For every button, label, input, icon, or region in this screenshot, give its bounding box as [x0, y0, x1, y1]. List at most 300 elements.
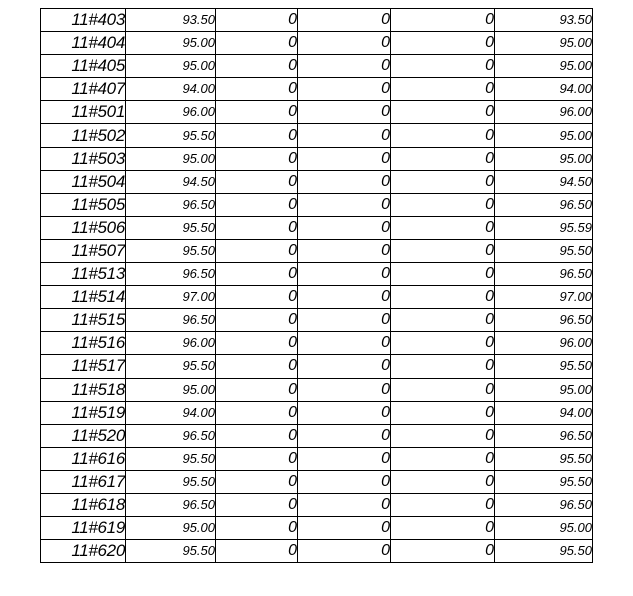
score-cell-text: 96.00	[182, 335, 215, 351]
room-id-cell-text: 11#513	[71, 264, 125, 284]
score-cell[interactable]	[126, 263, 216, 286]
score-cell[interactable]	[126, 493, 216, 516]
room-id-cell-text: 11#618	[71, 495, 125, 515]
deduction-cell-2-text: 0	[381, 149, 390, 167]
deduction-cell-1-text: 0	[288, 311, 297, 329]
total-cell-text: 95.50	[559, 473, 592, 489]
deduction-cell-3[interactable]	[391, 332, 495, 355]
room-id-cell-text: 11#517	[71, 356, 125, 376]
score-cell-text: 96.50	[182, 497, 215, 513]
deduction-cell-3-text: 0	[485, 542, 494, 560]
total-cell[interactable]	[495, 286, 593, 309]
room-id-cell-text: 11#405	[71, 56, 125, 76]
room-id-cell-text: 11#514	[71, 287, 125, 307]
deduction-cell-2[interactable]	[298, 239, 391, 262]
table-row	[41, 101, 593, 124]
deduction-cell-2-text: 0	[381, 357, 390, 375]
deduction-cell-3-text: 0	[485, 334, 494, 352]
table-row	[41, 332, 593, 355]
score-cell-text: 97.00	[182, 289, 215, 305]
deduction-cell-2-text: 0	[381, 241, 390, 259]
total-cell-text: 96.50	[559, 497, 592, 513]
score-cell-text: 95.50	[182, 450, 215, 466]
score-cell-text: 93.50	[182, 12, 215, 28]
deduction-cell-2[interactable]	[298, 355, 391, 378]
room-id-cell-text: 11#404	[71, 33, 125, 53]
table-row	[41, 9, 593, 32]
deduction-cell-2-text: 0	[381, 103, 390, 121]
deduction-cell-1[interactable]	[216, 170, 298, 193]
score-cell-text: 95.50	[182, 127, 215, 143]
total-cell-text: 95.50	[559, 358, 592, 374]
deduction-cell-1-text: 0	[288, 57, 297, 75]
deduction-cell-2[interactable]	[298, 32, 391, 55]
deduction-cell-3-text: 0	[485, 149, 494, 167]
total-cell[interactable]	[495, 193, 593, 216]
table-row	[41, 216, 593, 239]
deduction-cell-1-text: 0	[288, 265, 297, 283]
score-cell[interactable]	[126, 124, 216, 147]
total-cell-text: 94.00	[559, 81, 592, 97]
score-cell-text: 94.00	[182, 81, 215, 97]
deduction-cell-2-text: 0	[381, 195, 390, 213]
deduction-cell-1[interactable]	[216, 147, 298, 170]
deduction-cell-3-text: 0	[485, 218, 494, 236]
score-cell[interactable]	[126, 286, 216, 309]
room-id-cell-text: 11#520	[71, 425, 125, 445]
deduction-cell-1[interactable]	[216, 378, 298, 401]
deduction-cell-3[interactable]	[391, 55, 495, 78]
total-cell[interactable]	[495, 401, 593, 424]
deduction-cell-1-text: 0	[288, 172, 297, 190]
table-row	[41, 239, 593, 262]
total-cell-text: 95.50	[559, 242, 592, 258]
score-cell[interactable]	[126, 9, 216, 32]
deduction-cell-2-text: 0	[381, 403, 390, 421]
total-cell-text: 95.00	[559, 381, 592, 397]
table-row	[41, 309, 593, 332]
deduction-cell-3[interactable]	[391, 540, 495, 563]
deduction-cell-2-text: 0	[381, 426, 390, 444]
total-cell-text: 97.00	[559, 289, 592, 305]
score-cell[interactable]	[126, 101, 216, 124]
score-cell-text: 95.50	[182, 473, 215, 489]
deduction-cell-1-text: 0	[288, 472, 297, 490]
deduction-cell-3-text: 0	[485, 57, 494, 75]
deduction-cell-3-text: 0	[485, 426, 494, 444]
deduction-cell-2-text: 0	[381, 57, 390, 75]
deduction-cell-1[interactable]	[216, 470, 298, 493]
total-cell-text: 96.50	[559, 196, 592, 212]
table-row	[41, 170, 593, 193]
score-cell[interactable]	[126, 447, 216, 470]
room-id-cell[interactable]	[41, 355, 126, 378]
score-table-body	[41, 9, 593, 563]
table-row	[41, 78, 593, 101]
score-cell-text: 94.00	[182, 404, 215, 420]
table-row	[41, 424, 593, 447]
room-id-cell[interactable]	[41, 517, 126, 540]
score-cell-text: 96.50	[182, 266, 215, 282]
room-id-cell-text: 11#503	[71, 148, 125, 168]
table-row	[41, 147, 593, 170]
deduction-cell-2-text: 0	[381, 288, 390, 306]
room-id-cell-text: 11#407	[71, 79, 125, 99]
deduction-cell-1-text: 0	[288, 542, 297, 560]
room-id-cell[interactable]	[41, 401, 126, 424]
table-row	[41, 355, 593, 378]
table-row	[41, 32, 593, 55]
deduction-cell-1-text: 0	[288, 241, 297, 259]
room-id-cell[interactable]	[41, 101, 126, 124]
table-row	[41, 286, 593, 309]
deduction-cell-2-text: 0	[381, 126, 390, 144]
score-cell[interactable]	[126, 424, 216, 447]
deduction-cell-1[interactable]	[216, 493, 298, 516]
deduction-cell-2[interactable]	[298, 332, 391, 355]
deduction-cell-2[interactable]	[298, 378, 391, 401]
deduction-cell-1[interactable]	[216, 540, 298, 563]
deduction-cell-1[interactable]	[216, 78, 298, 101]
deduction-cell-1[interactable]	[216, 447, 298, 470]
total-cell[interactable]	[495, 147, 593, 170]
deduction-cell-3-text: 0	[485, 357, 494, 375]
score-cell[interactable]	[126, 216, 216, 239]
score-cell[interactable]	[126, 517, 216, 540]
room-id-cell-text: 11#505	[71, 194, 125, 214]
deduction-cell-2[interactable]	[298, 9, 391, 32]
room-id-cell-text: 11#504	[71, 171, 125, 191]
room-id-cell[interactable]	[41, 263, 126, 286]
total-cell[interactable]	[495, 447, 593, 470]
deduction-cell-1-text: 0	[288, 357, 297, 375]
room-id-cell[interactable]	[41, 239, 126, 262]
deduction-cell-2[interactable]	[298, 493, 391, 516]
deduction-cell-3[interactable]	[391, 101, 495, 124]
deduction-cell-3-text: 0	[485, 172, 494, 190]
deduction-cell-3[interactable]	[391, 78, 495, 101]
deduction-cell-2[interactable]	[298, 401, 391, 424]
score-cell[interactable]	[126, 147, 216, 170]
total-cell-text: 96.50	[559, 312, 592, 328]
room-id-cell[interactable]	[41, 378, 126, 401]
room-id-cell[interactable]	[41, 55, 126, 78]
deduction-cell-1-text: 0	[288, 80, 297, 98]
total-cell-text: 95.00	[559, 35, 592, 51]
score-cell-text: 95.00	[182, 58, 215, 74]
score-cell-text: 95.00	[182, 150, 215, 166]
table-row	[41, 263, 593, 286]
total-cell[interactable]	[495, 32, 593, 55]
score-cell[interactable]	[126, 309, 216, 332]
room-id-cell-text: 11#403	[71, 10, 125, 30]
room-id-cell[interactable]	[41, 124, 126, 147]
deduction-cell-1[interactable]	[216, 9, 298, 32]
deduction-cell-3[interactable]	[391, 193, 495, 216]
score-cell[interactable]	[126, 401, 216, 424]
total-cell-text: 94.00	[559, 404, 592, 420]
table-row	[41, 447, 593, 470]
room-id-cell-text: 11#515	[71, 310, 125, 330]
deduction-cell-3[interactable]	[391, 401, 495, 424]
score-cell[interactable]	[126, 355, 216, 378]
deduction-cell-1[interactable]	[216, 286, 298, 309]
deduction-cell-1[interactable]	[216, 193, 298, 216]
deduction-cell-2-text: 0	[381, 380, 390, 398]
deduction-cell-1[interactable]	[216, 239, 298, 262]
deduction-cell-3-text: 0	[485, 496, 494, 514]
deduction-cell-1-text: 0	[288, 195, 297, 213]
deduction-cell-3-text: 0	[485, 380, 494, 398]
deduction-cell-3[interactable]	[391, 378, 495, 401]
total-cell-text: 95.00	[559, 150, 592, 166]
total-cell[interactable]	[495, 424, 593, 447]
deduction-cell-3-text: 0	[485, 80, 494, 98]
deduction-cell-2-text: 0	[381, 80, 390, 98]
room-id-cell[interactable]	[41, 493, 126, 516]
deduction-cell-3[interactable]	[391, 493, 495, 516]
deduction-cell-2-text: 0	[381, 334, 390, 352]
deduction-cell-3[interactable]	[391, 309, 495, 332]
score-cell[interactable]	[126, 170, 216, 193]
deduction-cell-1-text: 0	[288, 380, 297, 398]
deduction-cell-1-text: 0	[288, 426, 297, 444]
score-cell[interactable]	[126, 32, 216, 55]
deduction-cell-3[interactable]	[391, 32, 495, 55]
room-id-cell-text: 11#518	[71, 379, 125, 399]
score-sheet	[40, 8, 592, 563]
deduction-cell-3-text: 0	[485, 472, 494, 490]
deduction-cell-3[interactable]	[391, 239, 495, 262]
table-row	[41, 193, 593, 216]
deduction-cell-3[interactable]	[391, 124, 495, 147]
deduction-cell-2-text: 0	[381, 34, 390, 52]
room-id-cell[interactable]	[41, 32, 126, 55]
total-cell[interactable]	[495, 263, 593, 286]
deduction-cell-1[interactable]	[216, 517, 298, 540]
deduction-cell-3[interactable]	[391, 470, 495, 493]
deduction-cell-2[interactable]	[298, 424, 391, 447]
score-cell-text: 95.50	[182, 219, 215, 235]
deduction-cell-2[interactable]	[298, 286, 391, 309]
deduction-cell-1[interactable]	[216, 263, 298, 286]
score-cell-text: 94.50	[182, 173, 215, 189]
deduction-cell-3-text: 0	[485, 103, 494, 121]
room-id-cell[interactable]	[41, 9, 126, 32]
total-cell-text: 96.00	[559, 104, 592, 120]
deduction-cell-2[interactable]	[298, 216, 391, 239]
deduction-cell-2[interactable]	[298, 78, 391, 101]
score-cell[interactable]	[126, 193, 216, 216]
deduction-cell-2-text: 0	[381, 542, 390, 560]
deduction-cell-3[interactable]	[391, 517, 495, 540]
total-cell[interactable]	[495, 309, 593, 332]
deduction-cell-2[interactable]	[298, 447, 391, 470]
deduction-cell-3-text: 0	[485, 288, 494, 306]
total-cell[interactable]	[495, 9, 593, 32]
deduction-cell-2[interactable]	[298, 101, 391, 124]
score-cell[interactable]	[126, 239, 216, 262]
deduction-cell-2[interactable]	[298, 170, 391, 193]
deduction-cell-1[interactable]	[216, 332, 298, 355]
deduction-cell-3[interactable]	[391, 216, 495, 239]
score-cell-text: 96.50	[182, 312, 215, 328]
deduction-cell-3-text: 0	[485, 519, 494, 537]
total-cell[interactable]	[495, 55, 593, 78]
deduction-cell-2-text: 0	[381, 172, 390, 190]
room-id-cell[interactable]	[41, 147, 126, 170]
total-cell-text: 96.50	[559, 427, 592, 443]
total-cell-text: 95.50	[559, 543, 592, 559]
deduction-cell-2[interactable]	[298, 55, 391, 78]
total-cell-text: 95.50	[559, 450, 592, 466]
deduction-cell-2-text: 0	[381, 265, 390, 283]
room-id-cell-text: 11#519	[71, 402, 125, 422]
deduction-cell-3[interactable]	[391, 447, 495, 470]
room-id-cell[interactable]	[41, 286, 126, 309]
deduction-cell-2[interactable]	[298, 193, 391, 216]
deduction-cell-2[interactable]	[298, 147, 391, 170]
deduction-cell-1-text: 0	[288, 218, 297, 236]
total-cell-text: 96.50	[559, 266, 592, 282]
total-cell-text: 96.00	[559, 335, 592, 351]
deduction-cell-1-text: 0	[288, 496, 297, 514]
deduction-cell-1[interactable]	[216, 401, 298, 424]
deduction-cell-1-text: 0	[288, 11, 297, 29]
total-cell[interactable]	[495, 332, 593, 355]
deduction-cell-1-text: 0	[288, 103, 297, 121]
deduction-cell-3[interactable]	[391, 286, 495, 309]
room-id-cell[interactable]	[41, 78, 126, 101]
table-row	[41, 470, 593, 493]
deduction-cell-3-text: 0	[485, 449, 494, 467]
deduction-cell-2[interactable]	[298, 517, 391, 540]
deduction-cell-3-text: 0	[485, 241, 494, 259]
table-row	[41, 493, 593, 516]
deduction-cell-1[interactable]	[216, 101, 298, 124]
score-cell[interactable]	[126, 540, 216, 563]
deduction-cell-1[interactable]	[216, 55, 298, 78]
room-id-cell-text: 11#507	[71, 240, 125, 260]
deduction-cell-2[interactable]	[298, 124, 391, 147]
total-cell[interactable]	[495, 239, 593, 262]
total-cell-text: 95.00	[559, 127, 592, 143]
deduction-cell-3-text: 0	[485, 34, 494, 52]
total-cell[interactable]	[495, 470, 593, 493]
total-cell[interactable]	[495, 216, 593, 239]
total-cell[interactable]	[495, 170, 593, 193]
deduction-cell-1-text: 0	[288, 126, 297, 144]
room-id-cell[interactable]	[41, 170, 126, 193]
score-cell[interactable]	[126, 378, 216, 401]
deduction-cell-3[interactable]	[391, 9, 495, 32]
score-cell[interactable]	[126, 55, 216, 78]
deduction-cell-3[interactable]	[391, 424, 495, 447]
room-id-cell-text: 11#616	[71, 448, 125, 468]
deduction-cell-2-text: 0	[381, 218, 390, 236]
deduction-cell-2[interactable]	[298, 309, 391, 332]
room-id-cell[interactable]	[41, 540, 126, 563]
total-cell[interactable]	[495, 124, 593, 147]
total-cell[interactable]	[495, 517, 593, 540]
deduction-cell-3-text: 0	[485, 403, 494, 421]
table-row	[41, 124, 593, 147]
deduction-cell-3-text: 0	[485, 311, 494, 329]
deduction-cell-3-text: 0	[485, 126, 494, 144]
room-id-cell[interactable]	[41, 470, 126, 493]
total-cell[interactable]	[495, 355, 593, 378]
deduction-cell-1[interactable]	[216, 424, 298, 447]
deduction-cell-1[interactable]	[216, 124, 298, 147]
deduction-cell-1-text: 0	[288, 403, 297, 421]
score-cell-text: 95.50	[182, 242, 215, 258]
deduction-cell-3[interactable]	[391, 170, 495, 193]
table-row	[41, 55, 593, 78]
deduction-cell-1[interactable]	[216, 32, 298, 55]
table-row	[41, 540, 593, 563]
room-id-cell[interactable]	[41, 193, 126, 216]
deduction-cell-3-text: 0	[485, 265, 494, 283]
score-cell[interactable]	[126, 332, 216, 355]
total-cell-text: 95.00	[559, 58, 592, 74]
deduction-cell-1[interactable]	[216, 355, 298, 378]
score-cell-text: 96.50	[182, 196, 215, 212]
table-row	[41, 401, 593, 424]
table-row	[41, 517, 593, 540]
room-id-cell[interactable]	[41, 216, 126, 239]
deduction-cell-3[interactable]	[391, 263, 495, 286]
deduction-cell-1[interactable]	[216, 309, 298, 332]
deduction-cell-2[interactable]	[298, 540, 391, 563]
room-id-cell[interactable]	[41, 424, 126, 447]
deduction-cell-3[interactable]	[391, 355, 495, 378]
deduction-cell-1[interactable]	[216, 216, 298, 239]
deduction-cell-2-text: 0	[381, 11, 390, 29]
total-cell[interactable]	[495, 540, 593, 563]
room-id-cell-text: 11#506	[71, 217, 125, 237]
room-id-cell-text: 11#619	[71, 518, 125, 538]
table-row	[41, 378, 593, 401]
room-id-cell[interactable]	[41, 447, 126, 470]
score-cell[interactable]	[126, 470, 216, 493]
deduction-cell-1-text: 0	[288, 449, 297, 467]
deduction-cell-2-text: 0	[381, 472, 390, 490]
total-cell-text: 95.59	[559, 219, 592, 235]
deduction-cell-2-text: 0	[381, 496, 390, 514]
deduction-cell-1-text: 0	[288, 34, 297, 52]
score-cell-text: 95.50	[182, 358, 215, 374]
score-cell[interactable]	[126, 78, 216, 101]
deduction-cell-2[interactable]	[298, 263, 391, 286]
total-cell[interactable]	[495, 378, 593, 401]
total-cell[interactable]	[495, 78, 593, 101]
deduction-cell-2[interactable]	[298, 470, 391, 493]
room-id-cell-text: 11#620	[71, 541, 125, 561]
room-id-cell[interactable]	[41, 332, 126, 355]
deduction-cell-1-text: 0	[288, 149, 297, 167]
room-id-cell-text: 11#501	[71, 102, 125, 122]
total-cell[interactable]	[495, 493, 593, 516]
total-cell[interactable]	[495, 101, 593, 124]
deduction-cell-2-text: 0	[381, 311, 390, 329]
room-id-cell-text: 11#502	[71, 125, 125, 145]
room-id-cell[interactable]	[41, 309, 126, 332]
deduction-cell-2-text: 0	[381, 519, 390, 537]
deduction-cell-3[interactable]	[391, 147, 495, 170]
deduction-cell-1-text: 0	[288, 519, 297, 537]
score-table	[40, 8, 593, 563]
deduction-cell-3-text: 0	[485, 195, 494, 213]
